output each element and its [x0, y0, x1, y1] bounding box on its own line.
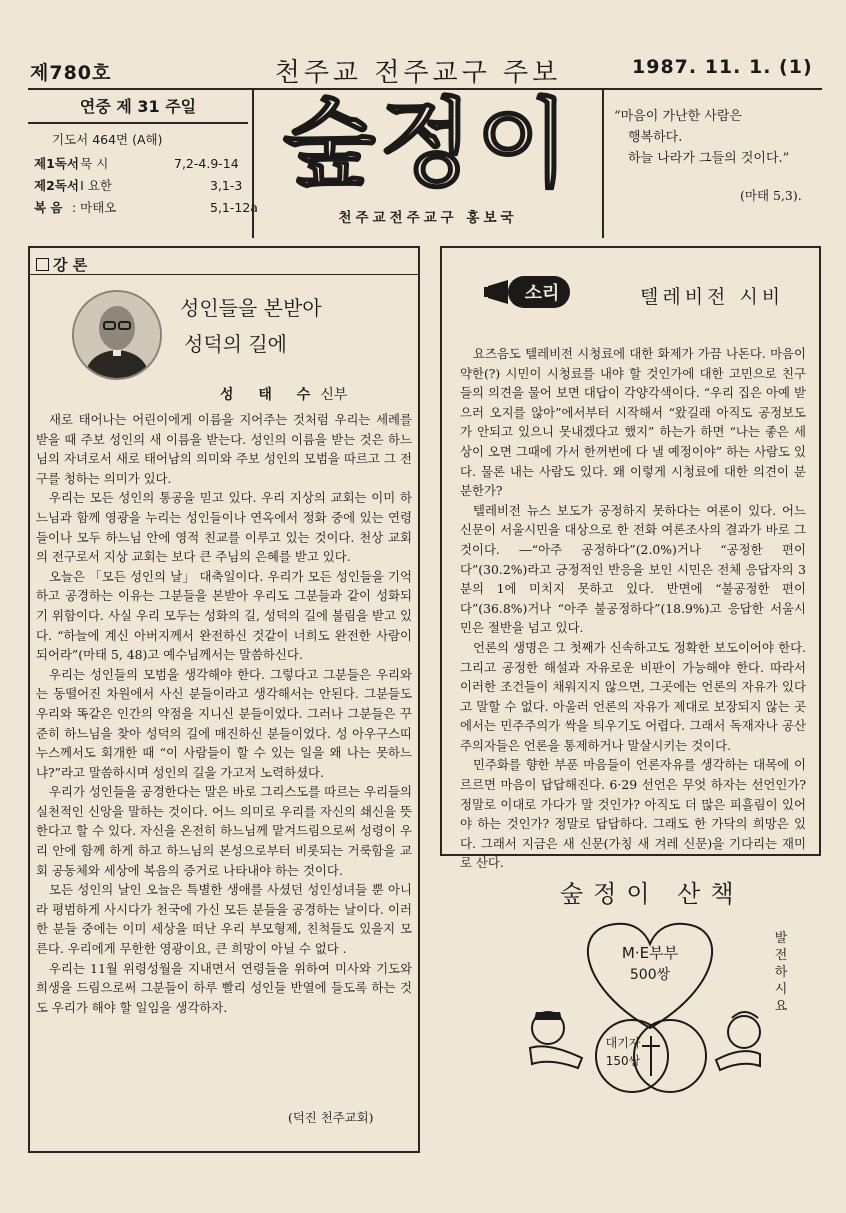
masthead	[258, 88, 598, 238]
reading-row	[34, 154, 248, 172]
reading-label: 제2독서	[34, 178, 79, 193]
circle-count: 150쌍	[605, 1054, 641, 1068]
liturgy-box	[28, 90, 258, 230]
liturgy-title: 연중 제 31 주일	[79, 97, 197, 116]
reading-book: : 마태오	[72, 200, 117, 215]
reading-ref: 7,2-4.9-14	[174, 156, 239, 171]
circle-text: 대기자	[605, 1036, 641, 1050]
checkbox-icon	[36, 258, 49, 271]
reading-ref: 5,1-12a	[210, 200, 258, 215]
editorial-byline	[220, 384, 347, 404]
reading-book: : I 요한	[72, 178, 112, 193]
quote-line: 하늘 나라가 그들의 것이다.”	[628, 151, 790, 166]
reading-label: 복 음	[34, 200, 63, 215]
quote-line: “마음이 가난한 사람은	[614, 109, 742, 124]
reading-label: 제1독서	[34, 156, 79, 171]
reading-book: : 묵 시	[72, 156, 109, 171]
issue-number: 제780호	[30, 62, 112, 84]
cartoon-drawing	[520, 908, 780, 1098]
sori-badge	[484, 272, 576, 312]
scripture-quote	[614, 106, 824, 169]
cartoon-caption: 발전하시요	[774, 931, 788, 1014]
section-rule	[30, 274, 418, 275]
portrait-icon	[74, 292, 160, 378]
paragraph: 우리는 모든 성인의 통공을 믿고 있다. 우리 지상의 교회는 이미 하느님과 함께 영광을 누리는 성인들이나 연옥에서 정화 중에 있는 연령들이나 모두 하느님 안에 영적 친교를 이루고 있는 것이다. 천상 교회의 전구로서 지상 교회는 보다 큰 주님의 은혜를 받고 있다.	[36, 490, 412, 565]
paragraph: 우리는 11월 위령성월을 지내면서 연령들을 위하여 미사와 기도와 희생을 드림으로써 그분들이 하루 빨리 성인들 반열에 들도록 하는 것도 우리가 해야 할 일임을 생각하자.	[36, 960, 412, 1015]
paragraph: 새로 태어나는 어린이에게 이름을 지어주는 것처럼 우리는 세례를 받을 때 주보 성인의 새 이름을 받는다. 성인의 이름을 받는 것은 하느님의 자녀로서 새로 태어남의 의미와 주보 성인의 모범을 따르고 그 전구를 청하는 의미가 있다.	[36, 412, 412, 486]
masthead-title: 숲정이	[282, 88, 574, 200]
column-title: 텔레비전 시비	[640, 286, 785, 308]
cartoon	[520, 908, 780, 1098]
reading-row	[34, 198, 258, 216]
paragraph: 모든 성인의 날인 오늘은 특별한 생애를 사셨던 성인성녀들 뿐 아니라 평범하게 사시다가 천국에 가신 모든 분들을 공경하는 날이다. 이러한 분들 중에는 이미 세상을 떠난 우리 부모형제, 친척들도 있을지 모른다. 우리에게 무한한 영광이요, 큰 희망이 아닐 수 없다 .	[36, 882, 412, 957]
editorial-signoff: (덕진 천주교회)	[288, 1110, 374, 1125]
masthead-subtitle: 천주교전주교구 홍보국	[338, 210, 518, 226]
author-role: 신부	[320, 387, 348, 403]
quote-line: 행복하다.	[628, 130, 683, 145]
masthead-right-rule	[602, 90, 604, 238]
paragraph: 언론의 생명은 그 첫째가 신속하고도 정확한 보도이어야 한다. 그리고 공정한 해설과 자유로운 비판이 가능해야 한다. 따라서 이러한 조건들이 채워지지 않으면, 그곳에는 언론의 자유가 있다고 말할 수 없다. 아울러 언론의 자유가 제대로 보장되지 않는 곳에서는 민주주의가 싹을 틔우기도 어렵다. 그래서 독재자나 공산주의자들은 언론을 통제하거나 말살시키는 것이다.	[460, 639, 806, 753]
reading-row	[34, 176, 248, 194]
heart-text: M·E부부	[621, 944, 679, 962]
publication-name: 천주교 전주교구 주보	[274, 58, 562, 88]
section-label	[36, 254, 87, 275]
author-portrait	[72, 290, 162, 380]
walk-title: 숲정이 산책	[560, 880, 744, 908]
editorial-title-line1: 성인들을 본받아	[180, 296, 322, 320]
paragraph: 민주화를 향한 부푼 마음들이 언론자유를 생각하는 대목에 이르르면 마음이 답답해진다. 6·29 선언은 무엇 하자는 선언인가? 정말로 이대로 가다가 말 것인가? 아직도 더 많은 피흘림이 있어야 하는 것인가? 정말로 답답하다. 그래도 한 가닥의 희망은 있다. 그래서 지금은 새 신문(가칭 새 겨레 신문)을 기다리는 재미로 산다.	[460, 757, 806, 871]
quote-source: (마태 5,3).	[740, 188, 802, 203]
heart-count: 500쌍	[629, 967, 671, 983]
prayer-book: 기도서 464면 (A해)	[52, 132, 163, 147]
column-body	[460, 344, 806, 873]
section-label-text: 강 론	[53, 256, 88, 274]
paragraph: 우리가 성인들을 공경한다는 말은 바로 그리스도를 따르는 우리들의 실천적인 신앙을 말하는 것이다. 어느 의미로 우리를 자신의 쇄신을 뜻한다고 할 수 있다. 자신을 온전히 하느님께 맡겨드림으로써 성령이 우리 안에 함께 하게 하고 하느님의 본성으로부터 비롯되는 거룩함을 교회 공동체와 세상에 복음의 증거로 나타내야 하는 것이다.	[36, 784, 412, 878]
editorial-body	[36, 410, 412, 1017]
issue-date: 1987. 11. 1. (1)	[632, 56, 813, 78]
author-name: 성 태 수	[220, 387, 321, 403]
masthead-left-rule	[252, 90, 254, 238]
sori-badge-text: 소리	[524, 283, 560, 304]
paragraph: 오늘은 「모든 성인의 날」 대축일이다. 우리가 모든 성인들을 기억하고 공경하는 이유는 그분들을 본받아 우리도 그분들과 같이 성화되기 위함이다. 사실 우리 모두는 성화의 길, 성덕의 길에 불림을 받고 있다. “하늘에 계신 아버지께서 완전하신 것같이 너희도 완전한 사람이 되어라”(마태 5, 48)고 예수님께서는 말씀하신다.	[36, 568, 412, 663]
editorial-title-line2: 성덕의 길에	[184, 332, 287, 356]
paragraph: 우리는 성인들의 모범을 생각해야 한다. 그렇다고 그분들은 우리와는 동떨어진 차원에서 사신 분들이라고 생각해서는 안된다. 그분들도 우리와 똑같은 인간의 약점을 지니신 분들이었다. 그러나 그분들은 꾸준히 하느님을 찾아 성덕의 길에 매진하신 분들이었다. 성 아우구스띠누스께서도 회개한 때 “이 사람들이 할 수 있는 일을 왜 나는 못하느냐?”라고 말씀하시며 성인의 길을 가고저 노력하셨다.	[36, 666, 412, 780]
paragraph: 텔레비전 뉴스 보도가 공정하지 못하다는 여론이 있다. 어느 신문이 서울시민을 대상으로 한 전화 여론조사의 결과가 바로 그것이다. ―“아주 공정하다”(2.0%)거나 “공정한 편이다”(30.2%)라고 긍정적인 반응을 보인 시민은 전체 응답자의 3분의 1에 미치지 못하고 있다. 반면에 “불공정한 편이다”(36.8%)거나 “아주 불공정하다”(18.9%)고 응답한 서울시민은 절반을 넘고 있다.	[460, 502, 806, 636]
liturgy-divider	[28, 122, 248, 124]
reading-ref: 3,1-3	[210, 178, 243, 193]
paragraph: 요즈음도 텔레비전 시청료에 대한 화제가 가끔 나돈다. 마음이 약한(?) 시민이 시청료를 내야 할 것인가에 대한 고민으로 친구들의 의견을 물어 보면 대답이 각양각색이다. “우리 집은 아예 받으러 오지를 않아”에서부터 시작해서 “왔길래 아직도 공정보도가 안되고 있으니 못내겠다고 했지” 하는가 하면 “나는 좋은 세상이 오면 그때에 가서 한꺼번에 다 낼 예정이야” 하는 사람도 있다. 물론 내는 사람도 있다. 왜 이렇게 시청료에 대한 의견이 분분한가?	[460, 346, 806, 499]
